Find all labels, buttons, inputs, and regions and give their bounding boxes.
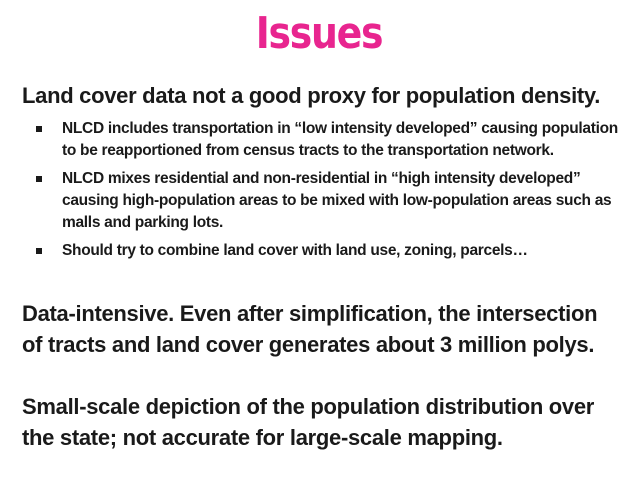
bullet-text: Should try to combine land cover with land use, zoning, parcels… [62, 242, 528, 259]
section-heading-small-scale: Small-scale depiction of the population distribution over the state; not accurate for large-scale mapping. [22, 394, 595, 450]
square-bullet-icon [36, 176, 42, 182]
section-heading-land-cover: Land cover data not a good proxy for population density. [22, 83, 601, 108]
list-item [22, 118, 622, 162]
bullet-text: NLCD mixes residential and non-residential in “high intensity developed” causing high-population areas to be mixed with low-population areas such as malls and parking lots. [62, 170, 612, 231]
section-heading-data-intensive: Data-intensive. Even after simplification, the intersection of tracts and land cover generates about 3 million polys. [22, 301, 598, 357]
slide-title: Issues [255, 8, 383, 59]
square-bullet-icon [36, 126, 42, 132]
bullet-list [22, 118, 622, 268]
bullet-text: NLCD includes transportation in “low intensity developed” causing population to be reapportioned from census tracts to the transportation network. [62, 120, 618, 159]
list-item [22, 168, 622, 234]
list-item [22, 240, 622, 262]
square-bullet-icon [36, 248, 42, 254]
